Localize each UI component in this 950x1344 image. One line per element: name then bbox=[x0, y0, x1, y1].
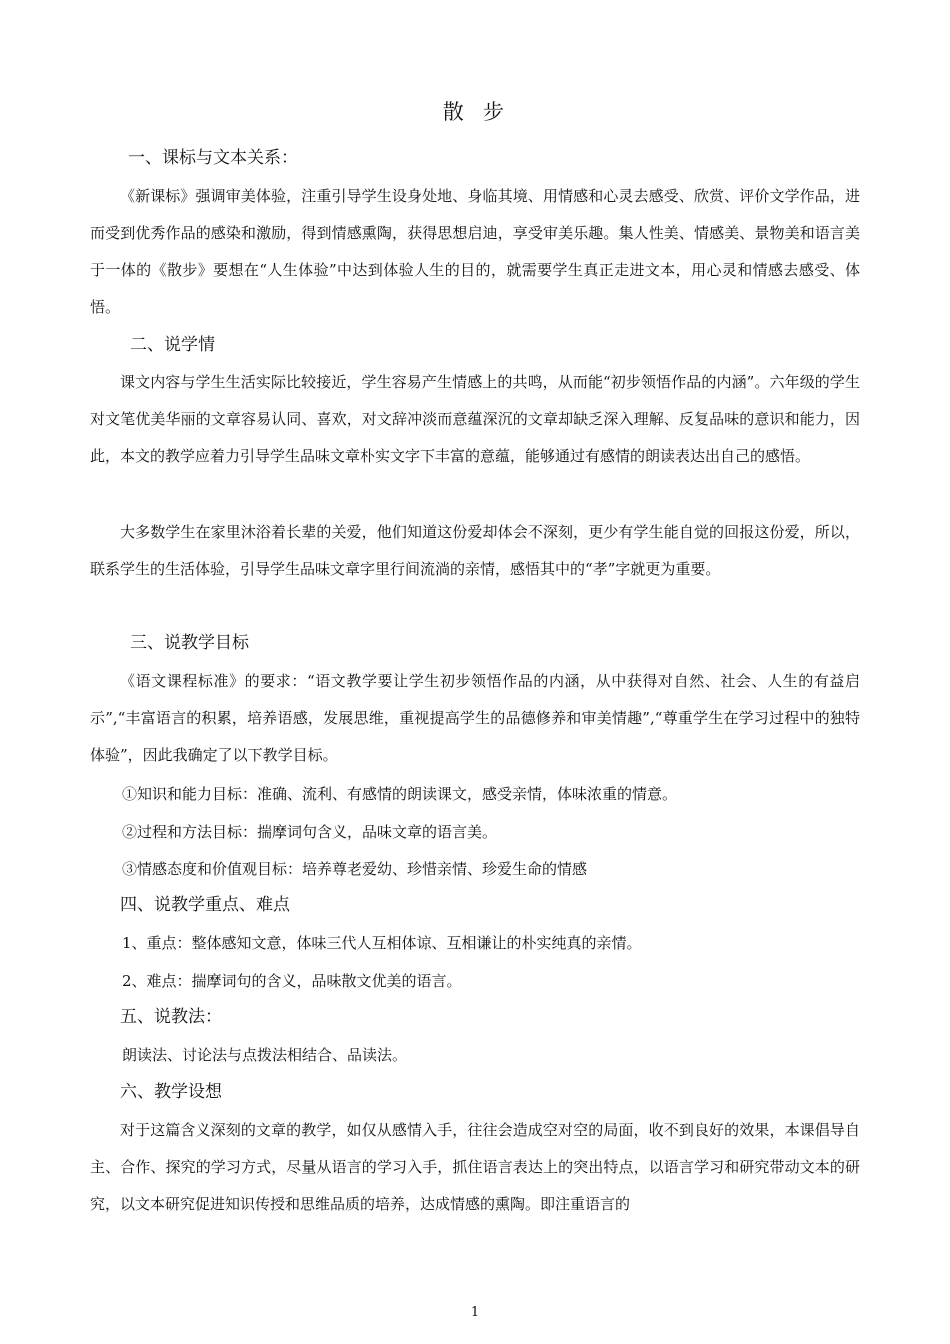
paragraph: 大多数学生在家里沐浴着长辈的关爱，他们知道这份爱却体会不深刻，更少有学生能自觉的回报这份爱，所以，联系学生的生活体验，引导学生品味文章字里行间流淌的亲情，感悟其中的“孝”字就更为重要。 bbox=[90, 523, 860, 578]
list-item: ②过程和方法目标：揣摩词句含义，品味文章的语言美。 bbox=[122, 823, 498, 841]
section-heading: 六、教学设想 bbox=[120, 1082, 222, 1102]
section-heading: 二、说学情 bbox=[130, 335, 215, 355]
section-heading: 五、说教法： bbox=[120, 1007, 222, 1027]
paragraph: 《新课标》强调审美体验，注重引导学生设身处地、身临其境、用情感和心灵去感受、欣赏、评价文学作品，进而受到优秀作品的感染和激励，得到情感熏陶，获得思想启迪，享受审美乐趣。集人性美、情感美、景物美和语言美于一体的《散步》要想在“人生体验”中达到体验人生的目的，就需要学生真正走进文本，用心灵和情感去感受、体悟。 bbox=[90, 187, 860, 316]
section-heading: 四、说教学重点、难点 bbox=[120, 895, 290, 915]
list-item: 朗读法、讨论法与点拨法相结合、品读法。 bbox=[122, 1046, 408, 1064]
section-heading: 三、说教学目标 bbox=[130, 633, 249, 653]
list-item: ③情感态度和价值观目标：培养尊老爱幼、珍惜亲情、珍爱生命的情感 bbox=[122, 860, 588, 878]
list-item: 2、难点：揣摩词句的含义，品味散文优美的语言。 bbox=[122, 972, 462, 990]
list-item: 1、重点：整体感知文意，体味三代人互相体谅、互相谦让的朴实纯真的亲情。 bbox=[122, 934, 642, 952]
section-heading: 一、课标与文本关系： bbox=[128, 148, 298, 168]
list-item: ①知识和能力目标：准确、流利、有感情的朗读课文，感受亲情，体味浓重的情意。 bbox=[122, 785, 678, 803]
paragraph: 《语文课程标准》的要求：“语文教学要让学生初步领悟作品的内涵，从中获得对自然、社会、人生的有益启示”,“丰富语言的积累，培养语感，发展思维，重视提高学生的品德修养和审美情趣”,“尊重学生在学习过程中的独特体验”，因此我确定了以下教学目标。 bbox=[90, 672, 860, 764]
paragraph: 对于这篇含义深刻的文章的教学，如仅从感情入手，往往会造成空对空的局面，收不到良好的效果，本课倡导自主、合作、探究的学习方式，尽量从语言的学习入手，抓住语言表达上的突出特点，以语言学习和研究带动文本的研究，以文本研究促进知识传授和思维品质的培养，达成情感的熏陶。即注重语言的 bbox=[90, 1121, 860, 1213]
page-number: 1 bbox=[470, 1305, 480, 1320]
document-title: 散 步 bbox=[442, 100, 508, 124]
paragraph: 课文内容与学生生活实际比较接近，学生容易产生情感上的共鸣，从而能“初步领悟作品的内涵”。六年级的学生对文笔优美华丽的文章容易认同、喜欢，对文辞冲淡而意蕴深沉的文章却缺乏深入理解、反复品味的意识和能力，因此，本文的教学应着力引导学生品味文章朴实文字下丰富的意蕴，能够通过有感情的朗读表达出自己的感悟。 bbox=[90, 373, 860, 465]
